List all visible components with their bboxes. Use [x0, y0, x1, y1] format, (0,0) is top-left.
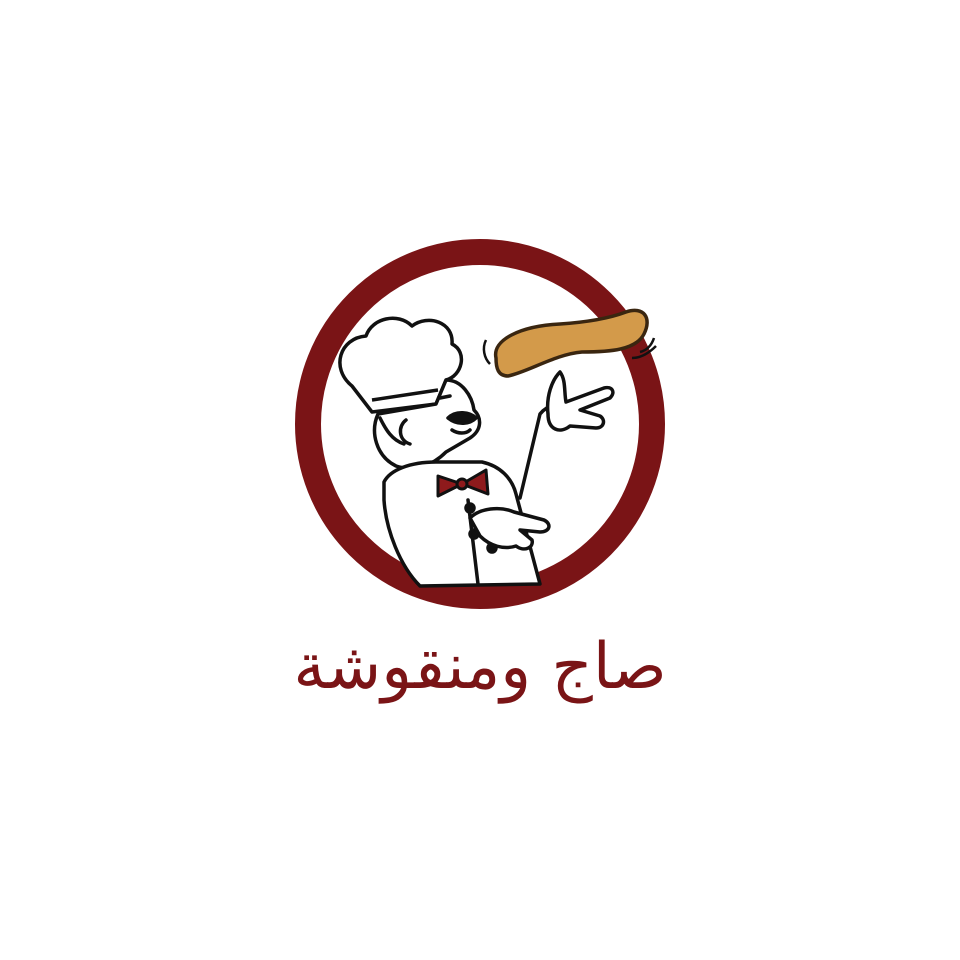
brand-name: صاج ومنقوشة: [293, 630, 667, 704]
chef-raised-hand: [520, 372, 613, 498]
